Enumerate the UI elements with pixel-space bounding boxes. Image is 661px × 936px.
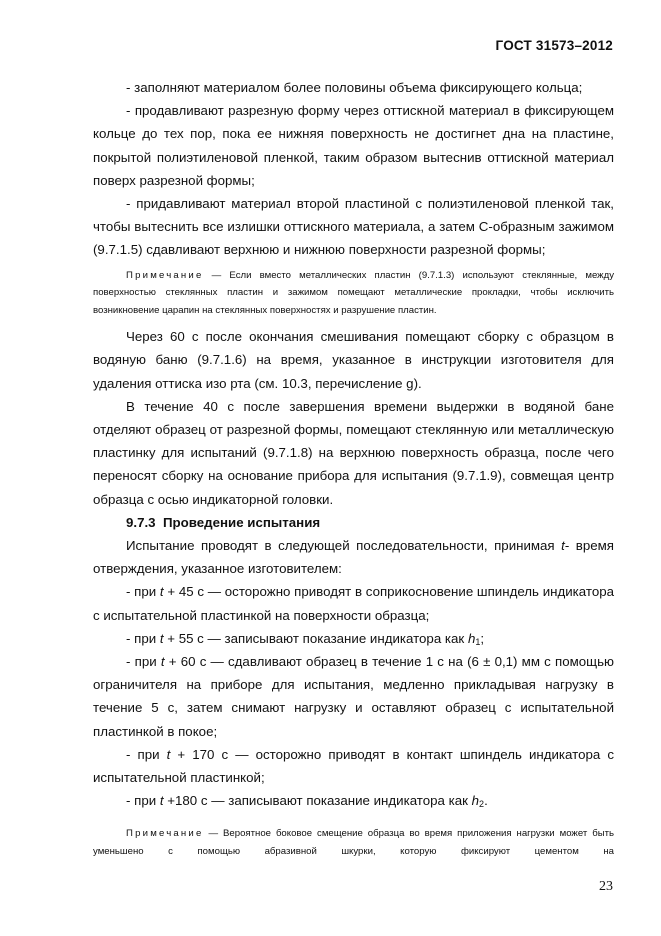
list-item: - придавливают материал второй пластиной с полиэтиленовой пленкой так, чтобы вытеснить все излишки оттискного материала, а затем С-образным зажимом (9.7.1.5) сдавливают верхнюю и нижнюю поверхности разрезной формы; xyxy=(93,196,614,258)
variable-t: t xyxy=(160,653,165,669)
section-heading xyxy=(93,511,614,534)
variable-t: t xyxy=(159,584,164,600)
list-item: - при t + 45 с — осторожно приводят в соприкосновение шпиндель индикатора с испытательной пластинкой на поверхности образца; xyxy=(93,584,614,623)
list-item: - при t + 55 с — записывают показание индикатора как $h_1$; xyxy=(126,630,485,647)
list-item: - продавливают разрезную форму через оттискной материал в фиксирующем кольце до тех пор, пока ее нижняя поверхность не достигнет дна на пластине, покрытой полиэтиленовой пленкой, таким образом вытеснив оттискной материал поверх разрезной формы; xyxy=(93,103,614,188)
list-item: - при t + 60 с — сдавливают образец в течение 1 с на (6 ± 0,1) мм с помощью ограничителя на приборе для испытания, медленно прикладывая нагрузку в течение 5 с, затем снимают нагрузку и оставляют образец с испытательной пластинкой в покое; xyxy=(93,653,614,739)
variable-t: t xyxy=(159,793,164,809)
note-label: Примечание xyxy=(126,828,204,840)
note-text: — Если вместо металлических пластин (9.7.1.3) используют стеклянные, между поверхностью стеклянных пластин и зажимом помещают металлические прокладки, чтобы исключить возникновение царапин на стеклянных поверхностях и разрушение пластин. xyxy=(93,269,614,316)
page-content xyxy=(93,76,614,860)
section-title: Проведение испытания xyxy=(162,514,321,530)
variable-h: h xyxy=(467,630,476,646)
paragraph: Через 60 с после окончания смешивания помещают сборку с образцом в водяную баню (9.7.1.6) на время, указанное в инструкции изготовителя для удаления оттиска изо рта (см. 10.3, перечисление g). xyxy=(93,329,614,391)
variable-t: t xyxy=(159,630,164,646)
page-number: 23 xyxy=(599,879,613,894)
variable-t: t xyxy=(166,746,171,762)
paragraph: В течение 40 с после завершения времени выдержки в водяной бане отделяют образец от разрезной формы, помещают стеклянную или металлическую пластинку для испытаний (9.7.1.8) на верхнюю поверхность образца, после чего переносят сборку на основание прибора для испытания (9.7.1.9), совмещая центр образца с осью индикаторной головки. xyxy=(93,398,614,507)
note-text: — Вероятное боковое смещение образца во время приложения нагрузки может быть уменьшено с помощью абразивной шкурки, которую фиксируют цементом на xyxy=(93,828,614,857)
variable-t: t xyxy=(561,537,565,553)
variable-h: h xyxy=(471,793,480,809)
note-label: Примечание xyxy=(126,269,204,281)
subscript: 2 xyxy=(479,799,485,810)
list-item: - заполняют материалом более половины объема фиксирующего кольца; xyxy=(126,80,583,95)
paragraph: Испытание проводят в следующей последовательности, принимая t- время отверждения, указанное изготовителем: xyxy=(93,537,614,577)
note xyxy=(93,267,614,320)
list-item: - при t +180 с — записывают показание индикатора как $h_2$. xyxy=(126,793,488,810)
document-header: ГОСТ 31573–2012 xyxy=(495,38,613,53)
note xyxy=(93,825,614,860)
section-number: 9.7.3 xyxy=(126,514,156,530)
list-item: - при t + 170 с — осторожно приводят в контакт шпиндель индикатора с испытательной пластинкой; xyxy=(93,746,615,785)
subscript: 1 xyxy=(475,636,481,647)
